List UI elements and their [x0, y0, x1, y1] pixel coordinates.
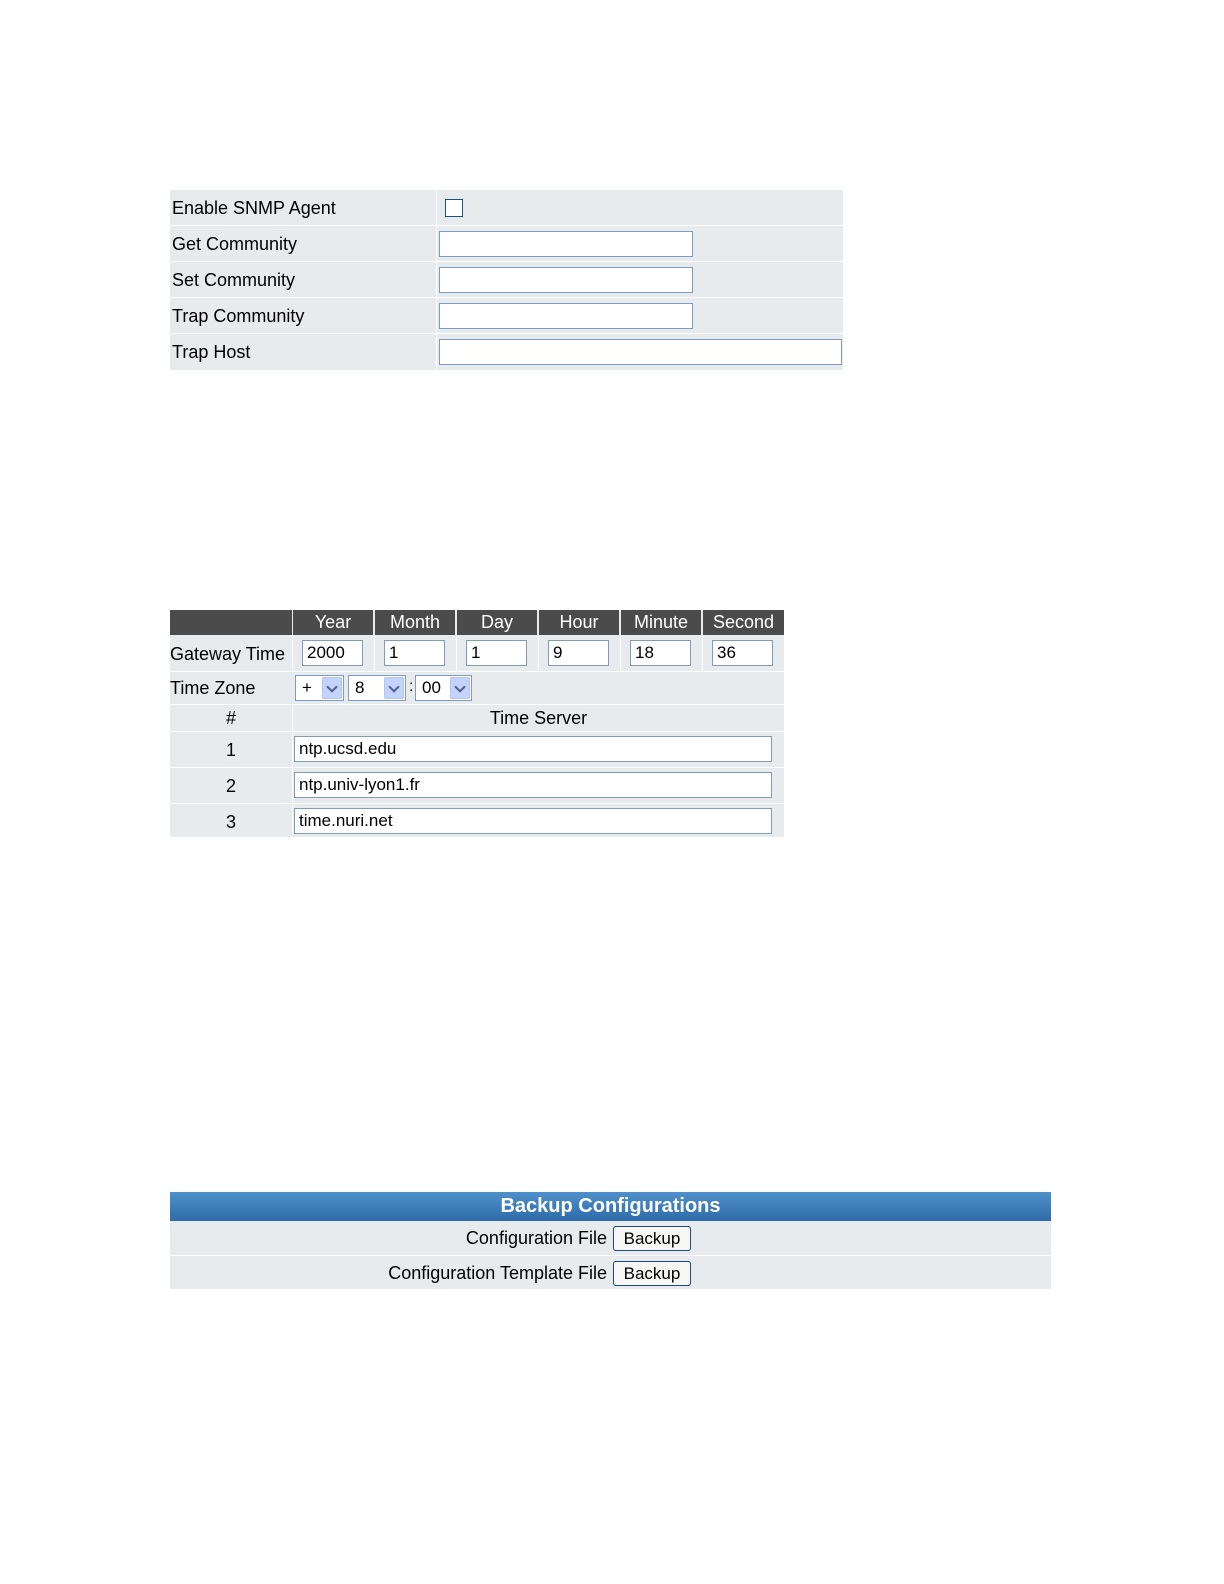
timezone-minute-value: 00: [422, 678, 441, 697]
snmp-settings-panel: [170, 190, 843, 370]
row-separator: [170, 671, 784, 672]
header-blank-cell: [170, 610, 292, 635]
timezone-separator: :: [409, 678, 414, 695]
gateway-time-label: Gateway Time: [170, 644, 286, 664]
header-minute: Minute: [621, 610, 701, 635]
get-community-label: Get Community: [172, 234, 298, 254]
row-divider: [436, 334, 437, 370]
gateway-day-input[interactable]: [466, 640, 527, 666]
row-divider: [436, 298, 437, 333]
header-day: Day: [457, 610, 537, 635]
row-separator: [170, 1255, 1051, 1256]
row-separator: [170, 803, 784, 804]
row-divider: [436, 262, 437, 297]
column-separator: [538, 635, 539, 671]
row-separator: [170, 731, 784, 732]
row-separator: [170, 704, 784, 705]
time-zone-label: Time Zone: [170, 678, 256, 698]
snmp-row-enable: [170, 190, 843, 226]
chevron-down-icon: [384, 677, 404, 699]
trap-community-label: Trap Community: [172, 306, 305, 326]
row-divider: [436, 226, 437, 261]
enable-snmp-label: Enable SNMP Agent: [172, 198, 336, 218]
get-community-input[interactable]: [439, 231, 693, 257]
row-divider: [436, 190, 437, 225]
header-year: Year: [293, 610, 373, 635]
set-community-label: Set Community: [172, 270, 296, 290]
server-index-header: #: [225, 708, 236, 728]
backup-configuration-template-file-button[interactable]: Backup: [613, 1261, 691, 1286]
header-hour: Hour: [539, 610, 619, 635]
chevron-down-icon: [450, 677, 470, 699]
backup-configurations-panel: [170, 1192, 1051, 1289]
column-separator: [456, 635, 457, 671]
configuration-file-label: Configuration File: [465, 1228, 607, 1248]
time-server-3-input[interactable]: [294, 808, 772, 834]
time-server-1-input[interactable]: [294, 736, 772, 762]
snmp-row-set-community: [170, 262, 843, 298]
time-settings-panel: [170, 610, 784, 837]
snmp-row-get-community: [170, 226, 843, 262]
trap-host-input[interactable]: [439, 339, 842, 365]
header-month: Month: [375, 610, 455, 635]
timezone-hour-value: 8: [355, 678, 365, 697]
snmp-row-trap-host: [170, 334, 843, 370]
trap-host-label: Trap Host: [172, 342, 251, 362]
timezone-sign-value: +: [302, 678, 312, 697]
timezone-sign-select[interactable]: [295, 675, 344, 701]
backup-configurations-title: Backup Configurations: [170, 1192, 1051, 1221]
gateway-year-input[interactable]: [302, 640, 363, 666]
time-server-2-input[interactable]: [294, 772, 772, 798]
header-second: Second: [703, 610, 784, 635]
backup-configuration-file-button[interactable]: Backup: [613, 1226, 691, 1251]
set-community-input[interactable]: [439, 267, 693, 293]
column-separator: [620, 635, 621, 671]
gateway-month-input[interactable]: [384, 640, 445, 666]
gateway-minute-input[interactable]: [630, 640, 691, 666]
gateway-second-input[interactable]: [712, 640, 773, 666]
column-separator: [702, 635, 703, 671]
enable-snmp-checkbox[interactable]: [445, 199, 463, 217]
timezone-hour-select[interactable]: [348, 675, 406, 701]
configuration-template-file-label: Configuration Template File: [388, 1263, 607, 1283]
snmp-row-trap-community: [170, 298, 843, 334]
column-separator: [374, 635, 375, 671]
timezone-minute-select[interactable]: [415, 675, 472, 701]
time-server-header: Time Server: [489, 708, 588, 728]
server-index-2: 2: [225, 776, 236, 796]
server-index-3: 3: [225, 812, 236, 832]
column-separator: [292, 635, 293, 671]
row-separator: [170, 767, 784, 768]
chevron-down-icon: [322, 677, 342, 699]
gateway-hour-input[interactable]: [548, 640, 609, 666]
trap-community-input[interactable]: [439, 303, 693, 329]
server-index-1: 1: [225, 740, 236, 760]
